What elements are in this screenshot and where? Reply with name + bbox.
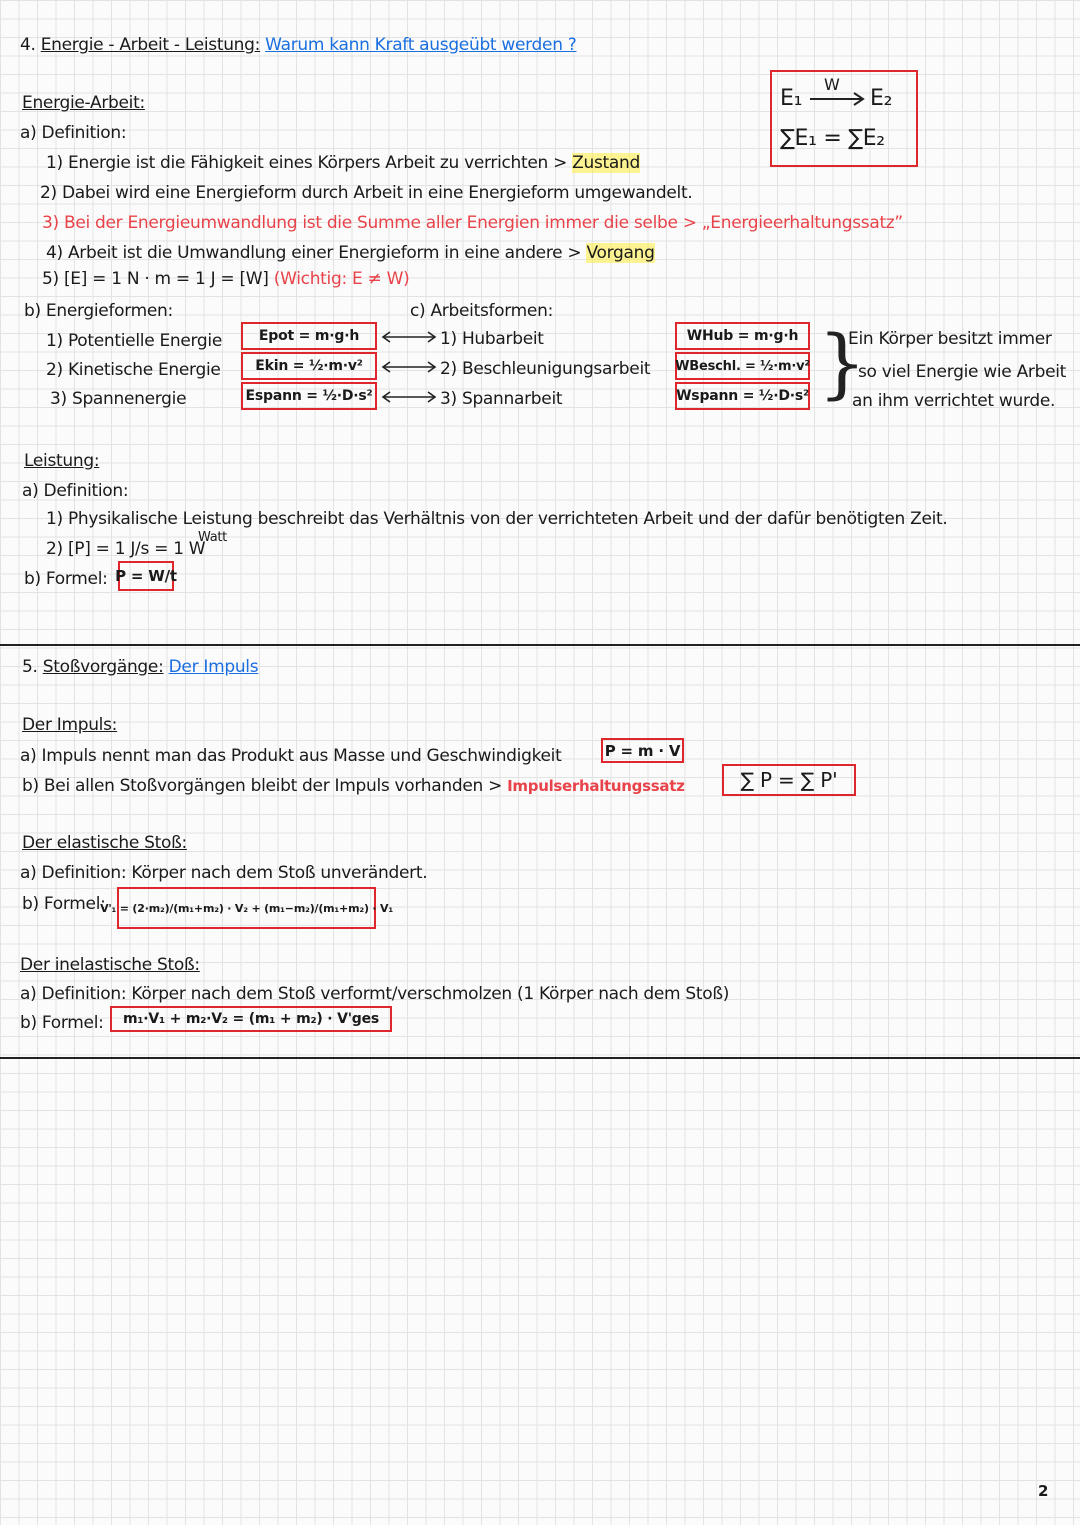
impulserhaltung-formula-box: ∑ P = ∑ P' xyxy=(722,764,856,796)
inelastisch-definition: a) Definition: Körper nach dem Stoß verformt/verschmolzen (1 Körper nach dem Stoß) xyxy=(20,984,730,1004)
energieform-item-3: 3) Spannenergie xyxy=(50,389,187,409)
section-5-subtitle: Der Impuls xyxy=(168,657,259,677)
arbeitsform-item-1: 1) Hubarbeit xyxy=(440,329,544,349)
arbeitsform-item-2: 2) Beschleunigungsarbeit xyxy=(440,359,651,379)
ekin-formula-box: Ekin = ½·m·v² xyxy=(241,352,377,380)
arbeitsformen-label: c) Arbeitsformen: xyxy=(410,301,553,321)
energieformen-label: b) Energieformen: xyxy=(24,301,173,321)
elastisch-formula-box: V'₁ = (2·m₂)/(m₁+m₂) · V₂ + (m₁−m₂)/(m₁+m₂) · V₁ xyxy=(117,887,376,929)
leistung-item-2: 2) [P] = 1 J/s = 1 W xyxy=(46,539,206,559)
brace-note-line-1: Ein Körper besitzt immer xyxy=(848,329,1052,349)
leistung-item-1: 1) Physikalische Leistung beschreibt das Verhältnis von der verrichteten Arbeit und der dafür benötigten Zeit. xyxy=(46,509,948,529)
arbeitsform-item-3: 3) Spannarbeit xyxy=(440,389,563,409)
section-4-question: Warum kann Kraft ausgeübt werden ? xyxy=(265,35,577,55)
impuls-heading: Der Impuls: xyxy=(22,715,118,735)
vorgang-highlight: Vorgang xyxy=(586,243,655,263)
watt-annotation: Watt xyxy=(198,530,227,545)
epot-formula-box: Epot = m·g·h xyxy=(241,322,377,350)
brace-note-line-2: so viel Energie wie Arbeit xyxy=(858,362,1067,382)
curly-brace-icon: } xyxy=(818,318,867,407)
impuls-item-b: b) Bei allen Stoßvorgängen bleibt der Impuls vorhanden > Impulserhaltungssatz xyxy=(22,776,685,796)
double-arrow-icon xyxy=(380,390,438,404)
transfer-arrow-icon xyxy=(808,92,866,106)
elastisch-heading: Der elastische Stoß: xyxy=(22,833,187,853)
double-arrow-icon xyxy=(380,330,438,344)
section-5-number: 5. xyxy=(22,657,38,677)
leistung-formula-label: b) Formel: xyxy=(24,569,108,589)
section-4-title: Energie - Arbeit - Leistung: xyxy=(40,35,261,55)
energie-arbeit-heading: Energie-Arbeit: xyxy=(22,93,145,113)
section-4-header xyxy=(20,34,577,56)
whub-formula-box: WHub = m·g·h xyxy=(675,322,810,350)
section-divider xyxy=(0,644,1080,646)
elastisch-formula-label: b) Formel: xyxy=(22,894,106,914)
energie-arbeit-item-2: 2) Dabei wird eine Energieform durch Arbeit in eine Energieform umgewandelt. xyxy=(40,183,693,203)
section-4-number: 4. xyxy=(20,35,36,55)
leistung-heading: Leistung: xyxy=(24,451,100,471)
leistung-formula-box: P = W/t xyxy=(118,561,174,591)
double-arrow-icon xyxy=(380,360,438,374)
inelastisch-formula-box: m₁·V₁ + m₂·V₂ = (m₁ + m₂) · V'ges xyxy=(110,1006,392,1032)
page-number: 2 xyxy=(1038,1482,1049,1500)
brace-note-line-3: an ihm verrichtet wurde. xyxy=(852,391,1056,411)
e2-label: E₂ xyxy=(870,86,893,111)
wspann-formula-box: Wspann = ½·D·s² xyxy=(675,382,810,410)
inelastisch-formula-label: b) Formel: xyxy=(20,1013,104,1033)
espann-formula-box: Espann = ½·D·s² xyxy=(241,382,377,410)
energieform-item-1: 1) Potentielle Energie xyxy=(46,331,222,351)
energie-arbeit-item-5: 5) [E] = 1 N · m = 1 J = [W] (Wichtig: E ≠ W) xyxy=(42,269,410,289)
elastisch-definition: a) Definition: Körper nach dem Stoß unverändert. xyxy=(20,863,428,883)
w-label: W xyxy=(824,75,840,94)
section-5-header xyxy=(22,656,258,678)
energy-sum-equation: ∑E₁ = ∑E₂ xyxy=(780,126,885,151)
impuls-formula-box: P = m · V xyxy=(601,738,684,763)
energie-arbeit-def-label: a) Definition: xyxy=(20,123,127,143)
section-divider xyxy=(0,1057,1080,1059)
energy-conservation-box xyxy=(770,70,918,167)
section-5-title: Stoßvorgänge: xyxy=(42,657,164,677)
energieform-item-2: 2) Kinetische Energie xyxy=(46,360,221,380)
energie-arbeit-item-4: 4) Arbeit ist die Umwandlung einer Energieform in eine andere > Vorgang xyxy=(46,243,655,263)
wichtig-note: (Wichtig: E ≠ W) xyxy=(273,269,410,289)
inelastisch-heading: Der inelastische Stoß: xyxy=(20,955,200,975)
leistung-def-label: a) Definition: xyxy=(22,481,129,501)
impuls-item-a: a) Impuls nennt man das Produkt aus Masse und Geschwindigkeit xyxy=(20,746,562,766)
zustand-highlight: Zustand xyxy=(572,153,640,173)
e1-label: E₁ xyxy=(780,86,803,111)
energie-arbeit-item-1: 1) Energie ist die Fähigkeit eines Körpers Arbeit zu verrichten > Zustand xyxy=(46,153,640,173)
energie-arbeit-item-3: 3) Bei der Energieumwandlung ist die Summe aller Energien immer die selbe > „Energieerhaltungssatz” xyxy=(42,213,903,233)
impulserhaltungssatz-label: Impulserhaltungssatz xyxy=(507,777,685,795)
wbeschl-formula-box: WBeschl. = ½·m·v² xyxy=(675,352,810,380)
